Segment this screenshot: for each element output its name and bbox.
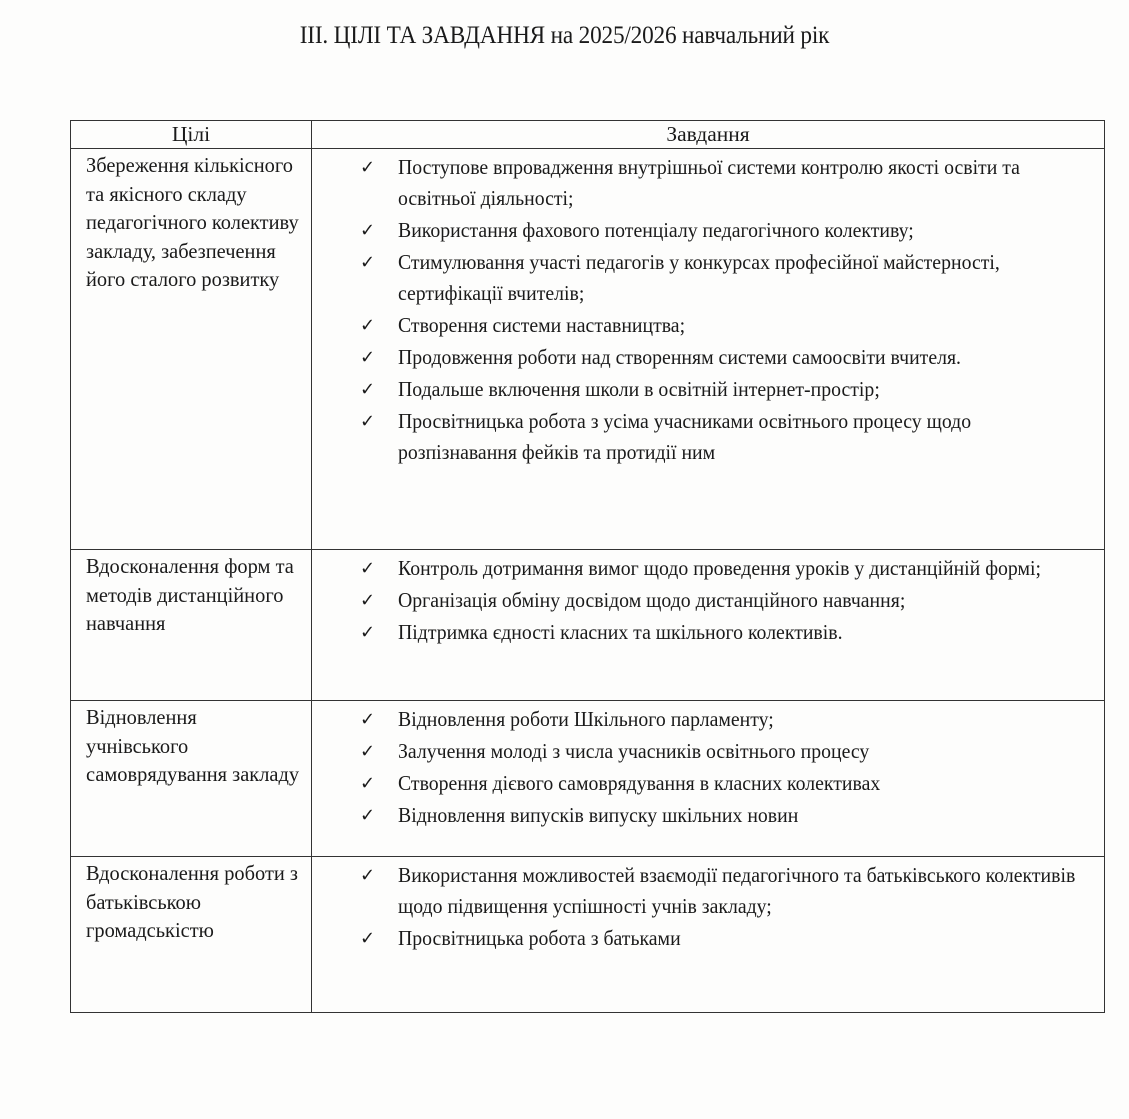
task-text: Продовження роботи над створенням системи самоосвіти вчителя.: [398, 345, 962, 369]
list-item: [360, 923, 1094, 954]
task-text: Створення системи наставництва;: [398, 313, 686, 337]
checkmark-icon: ✓: [360, 558, 376, 579]
list-item: [360, 247, 1094, 309]
checkmark-icon: ✓: [360, 157, 376, 178]
task-text: Організація обміну досвідом щодо дистанційного навчання;: [398, 588, 906, 612]
checkmark-icon: ✓: [360, 379, 376, 400]
goals-tasks-table: [70, 120, 1105, 1013]
task-text: Використання фахового потенціалу педагогічного колективу;: [398, 218, 914, 242]
list-item: [360, 310, 1094, 341]
tasks-cell: [312, 149, 1105, 550]
checkmark-icon: ✓: [360, 252, 376, 273]
checkmark-icon: ✓: [360, 741, 376, 762]
checkmark-icon: ✓: [360, 865, 376, 886]
goal-text: Вдосконалення форм та методів дистанційного навчання: [86, 554, 294, 635]
list-item: [360, 215, 1094, 246]
list-item: [360, 553, 1094, 584]
table-row: [71, 701, 1105, 857]
tasks-cell: [312, 857, 1105, 1013]
checkmark-icon: ✓: [360, 315, 376, 336]
task-text: Відновлення випусків випуску шкільних новин: [398, 803, 799, 827]
task-text: Подальше включення школи в освітній інтернет-простір;: [398, 377, 880, 401]
checkmark-icon: ✓: [360, 347, 376, 368]
goal-cell: [71, 857, 312, 1013]
task-text: Просвітницька робота з усіма учасниками освітнього процесу щодо розпізнавання фейків та протидії ним: [398, 409, 972, 464]
list-item: [360, 617, 1094, 648]
table-row: [71, 857, 1105, 1013]
checkmark-icon: ✓: [360, 590, 376, 611]
list-item: [360, 406, 1094, 468]
checkmark-icon: ✓: [360, 773, 376, 794]
checkmark-icon: ✓: [360, 928, 376, 949]
task-text: Контроль дотримання вимог щодо проведення уроків у дистанційній формі;: [398, 556, 1042, 580]
task-text: Залучення молоді з числа учасників освітнього процесу: [398, 739, 870, 763]
task-text: Створення дієвого самоврядування в класних колективах: [398, 771, 881, 795]
goal-cell: [71, 149, 312, 550]
goal-text: Вдосконалення роботи з батьківською громадськістю: [86, 861, 298, 942]
list-item: [360, 860, 1094, 922]
list-item: [360, 768, 1094, 799]
task-text: Просвітницька робота з батьками: [398, 926, 681, 950]
list-item: [360, 342, 1094, 373]
list-item: [360, 736, 1094, 767]
header-goals: Цілі: [71, 121, 312, 149]
checkmark-icon: ✓: [360, 805, 376, 826]
checkmark-icon: ✓: [360, 622, 376, 643]
tasks-cell: [312, 550, 1105, 701]
list-item: [360, 704, 1094, 735]
task-list: [360, 152, 1094, 468]
goal-text: Відновлення учнівського самоврядування закладу: [86, 705, 300, 786]
task-list: [360, 553, 1094, 648]
list-item: [360, 152, 1094, 214]
checkmark-icon: ✓: [360, 709, 376, 730]
tasks-cell: [312, 701, 1105, 857]
task-text: Використання можливостей взаємодії педагогічного та батьківського колективів щодо підвищення успішності учнів закладу;: [398, 863, 1076, 918]
table-row: [71, 149, 1105, 550]
goal-text: Збереження кількісного та якісного складу педагогічного колективу закладу, забезпечення його сталого розвитку: [86, 153, 299, 291]
list-item: [360, 585, 1094, 616]
list-item: [360, 374, 1094, 405]
table-header-row: [71, 121, 1105, 149]
page-title: ІІІ. ЦІЛІ ТА ЗАВДАННЯ на 2025/2026 навчальний рік: [299, 22, 830, 49]
task-list: [360, 860, 1094, 954]
goal-cell: [71, 550, 312, 701]
task-list: [360, 704, 1094, 831]
task-text: Стимулювання участі педагогів у конкурсах професійної майстерності, сертифікації вчителів;: [398, 250, 1000, 305]
task-text: Підтримка єдності класних та шкільного колективів.: [398, 620, 843, 644]
checkmark-icon: ✓: [360, 220, 376, 241]
checkmark-icon: ✓: [360, 411, 376, 432]
header-tasks: Завдання: [312, 121, 1105, 149]
task-text: Відновлення роботи Шкільного парламенту;: [398, 707, 774, 731]
task-text: Поступове впровадження внутрішньої системи контролю якості освіти та освітньої діяльності;: [398, 155, 1020, 210]
goal-cell: [71, 701, 312, 857]
table-row: [71, 550, 1105, 701]
list-item: [360, 800, 1094, 831]
